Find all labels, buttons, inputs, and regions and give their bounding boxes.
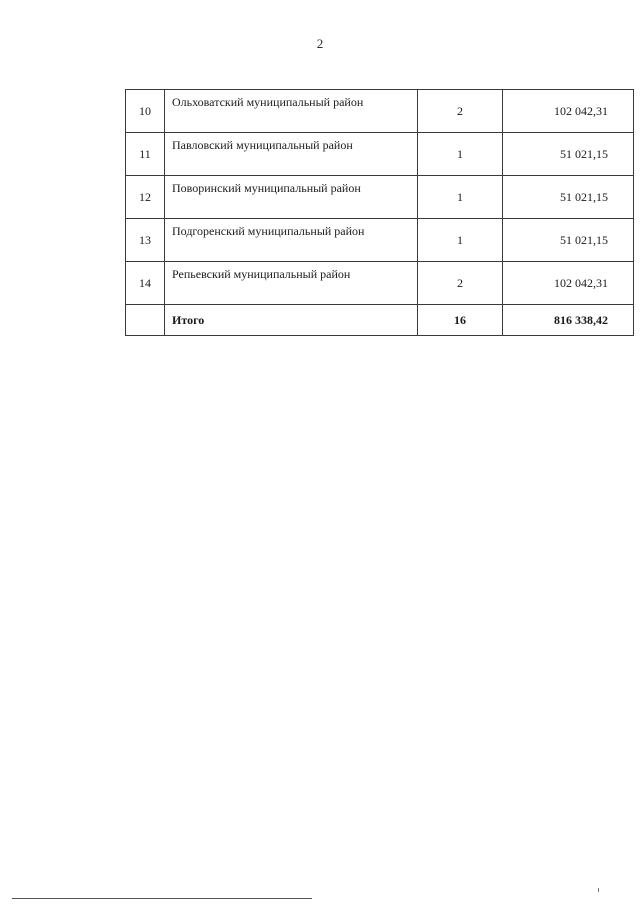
district-name: Репьевский муниципальный район (165, 262, 418, 305)
total-label: Итого (165, 305, 418, 336)
row-number: 12 (126, 176, 165, 219)
sum-cell: 102 042,31 (503, 262, 634, 305)
table-row (126, 219, 634, 262)
total-row (126, 305, 634, 336)
table-row (126, 133, 634, 176)
sum-cell: 102 042,31 (503, 90, 634, 133)
district-name: Подгоренский муниципальный район (165, 219, 418, 262)
count-cell: 1 (418, 133, 503, 176)
sum-cell: 51 021,15 (503, 219, 634, 262)
count-cell: 2 (418, 262, 503, 305)
allocation-table (125, 89, 634, 336)
row-number: 14 (126, 262, 165, 305)
total-count: 16 (418, 305, 503, 336)
bottom-divider (12, 898, 312, 899)
count-cell: 1 (418, 219, 503, 262)
district-name: Ольховатский муниципальный район (165, 90, 418, 133)
table-row (126, 176, 634, 219)
table-row (126, 90, 634, 133)
row-number: 11 (126, 133, 165, 176)
district-name: Павловский муниципальный район (165, 133, 418, 176)
allocation-table-container (125, 89, 608, 336)
count-cell: 2 (418, 90, 503, 133)
row-number: 13 (126, 219, 165, 262)
page-number: 2 (316, 36, 324, 51)
table-row (126, 262, 634, 305)
count-cell: 1 (418, 176, 503, 219)
row-number: 10 (126, 90, 165, 133)
district-name: Поворинский муниципальный район (165, 176, 418, 219)
sum-cell: 51 021,15 (503, 133, 634, 176)
scan-mark (598, 888, 599, 892)
total-number-cell (126, 305, 165, 336)
total-sum: 816 338,42 (503, 305, 634, 336)
sum-cell: 51 021,15 (503, 176, 634, 219)
